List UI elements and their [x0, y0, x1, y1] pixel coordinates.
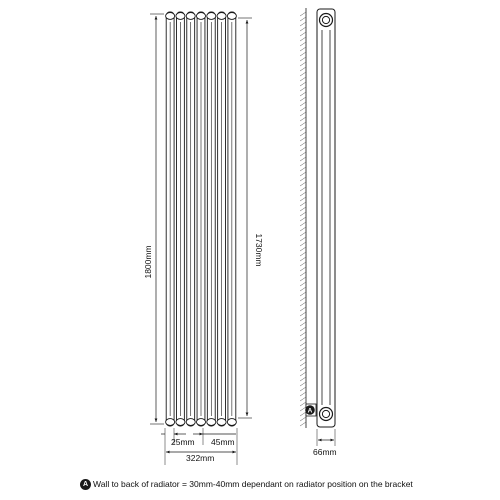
radiator-column [166, 12, 175, 426]
wall-hatching [300, 12, 306, 426]
column-width-dimension [161, 434, 195, 447]
radiator-column [176, 12, 185, 426]
overall-width-label: 322mm [186, 453, 215, 463]
side-view [300, 8, 337, 457]
column-pitch-dimension [193, 434, 236, 447]
radiator-column [186, 12, 195, 426]
overall-height-label: 1800mm [143, 245, 153, 279]
overall-height-dimension [143, 14, 164, 424]
footnote [80, 476, 500, 492]
radiator-column [196, 12, 205, 426]
radiator-column [227, 12, 236, 426]
depth-dimension [313, 429, 337, 457]
footnote-marker-icon: A [80, 479, 91, 490]
radiator-columns [166, 12, 237, 426]
radiator-column [217, 12, 226, 426]
centres-height-label: 1730mm [254, 233, 264, 267]
front-view [143, 12, 264, 465]
radiator-column [207, 12, 216, 426]
top-valve-icon [320, 14, 333, 27]
centres-height-dimension [238, 18, 264, 418]
column-width-label: 25mm [171, 437, 195, 447]
footnote-text: Wall to back of radiator = 30mm-40mm dependant on radiator position on the bracket [93, 479, 413, 489]
wall-marker-letter: A [307, 407, 313, 415]
column-pitch-label: 45mm [211, 437, 235, 447]
radiator-side-body [317, 9, 335, 427]
depth-label: 66mm [313, 447, 337, 457]
overall-width-dimension [166, 452, 236, 463]
bottom-valve-icon [320, 408, 333, 421]
